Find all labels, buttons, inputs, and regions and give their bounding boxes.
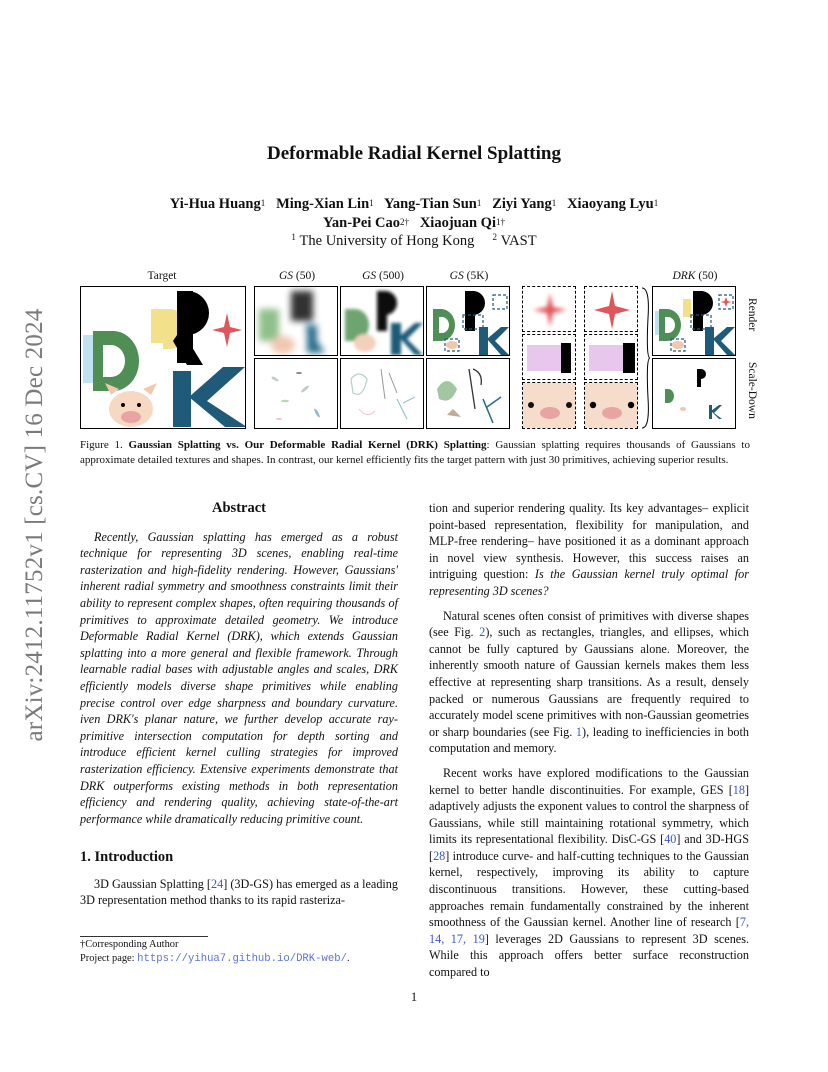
zoom-inset-star-gs <box>522 286 576 332</box>
right-paragraph-3: Recent works have explored modifications to the Gaussian kernel to better handle discontinuities. For example, GES [18] adaptively adjusts the exponent values to control the sharpness of Gaussians, while still maintaining rotational symmetry, which limits its representational flexibility. DisC-GS [40] and 3D-HGS [28] introduce curve- and half-cutting techniques to the Gaussian kernel, respectively, improving its ability to capture discontinuous transitions. However, these cutting-based approaches remain fundamentally constrained by the inherent smoothness of the Gaussian kernel. Another line of research [7, 14, 17, 19] leverages 2D Gaussians to represent 3D scenes. While this approach offers better surface reconstruction compared to <box>429 765 749 980</box>
figure-caption: Figure 1. Gaussian Splatting vs. Our Deformable Radial Kernel (DRK) Splatting: Gaussian splatting requires thousands of Gaussians to approximate detailed textures and shapes. In contrast, our kernel efficiently fits the target pattern with just 30 primitives, achieving superior results. <box>80 439 750 466</box>
gs500-render <box>340 286 424 356</box>
gs5k-render <box>426 286 510 356</box>
citation-link[interactable]: 24 <box>211 876 224 891</box>
project-page-note: Project page: https://yihua7.github.io/DRK-web/. <box>80 952 350 965</box>
zoom-inset-pig-drk <box>584 382 638 429</box>
col-label-drk50: DRK (50) <box>672 270 718 282</box>
abstract-text: Recently, Gaussian splatting has emerged as a robust technique for representing 3D scenes, enabling real-time rasterization and high-fidelity rendering. However, Gaussians' inherent radial symmetry and smoothness constraints limit their ability to represent complex shapes, often requiring thousands of primitives to approximate detailed geometry. We introduce Deformable Radial Kernel (DRK), which extends Gaussian splatting into a more general and flexible framework. Through learnable radial bases with adjustable angles and scales, DRK efficiently models diverse shape primitives while enabling precise control over edge sharpness and boundary curvature. iven DRK's planar nature, we further develop accurate ray-primitive intersection computation for depth sorting and introduce efficient kernel culling strategies for improved rasterization efficiency. Extensive experiments demonstrate that DRK outperforms existing methods in both representation efficiency and rendering quality, achieving state-of-the-art performance while dramatically reducing primitive count. <box>80 529 398 826</box>
right-paragraph-2: Natural scenes often consist of primitives with diverse shapes (see Fig. 2), such as rectangles, triangles, and ellipses, which cannot be fully captured by Gaussians alone. Moreover, the inherently smooth nature of Gaussian kernels makes them less effective at representing sharp transitions. As a result, densely packed or numerous Gaussians are frequently required to accurately model scene primitives with non-Gaussian geometries or sharp boundaries (see Fig. 1), leading to inefficiencies in both computation and memory. <box>429 608 749 756</box>
affiliation: VAST <box>500 233 537 249</box>
zoom-inset-pig-gs <box>522 382 576 429</box>
corresponding-author-note: †Corresponding Author <box>80 939 179 950</box>
gs5k-scaledown <box>426 358 510 429</box>
target-image <box>80 286 246 429</box>
drk50-scaledown <box>652 358 736 429</box>
col-label-gs50: GS (50) <box>278 270 316 282</box>
col-label-gs500: GS (500) <box>362 270 404 282</box>
gs50-render <box>254 286 338 356</box>
project-page-link[interactable]: https://yihua7.github.io/DRK-web/ <box>137 952 347 965</box>
author-list <box>0 195 828 233</box>
citation-link[interactable]: 7, 14, 17, 19 <box>429 915 749 946</box>
abstract-heading: Abstract <box>212 500 266 516</box>
gs50-scaledown <box>254 358 338 429</box>
figure-1 <box>78 270 758 432</box>
affiliation: The University of Hong Kong <box>299 233 475 249</box>
bracket-decoration <box>640 286 652 429</box>
row-label-scale-down: Scale-Down <box>746 362 758 419</box>
zoom-inset-bar-gs <box>522 334 576 380</box>
affiliations: $^1$ The University of Hong Kong $^2$ VAST <box>291 232 537 249</box>
author-name: Yang-Tian Sun <box>384 196 477 212</box>
figure-ref-link[interactable]: 2 <box>479 625 486 640</box>
page-number: 1 <box>410 990 418 1004</box>
citation-link[interactable]: 40 <box>664 832 677 847</box>
col-label-gs5k: GS (5K) <box>449 270 489 282</box>
intro-paragraph: 3D Gaussian Splatting [24] (3D-GS) has emerged as a leading 3D representation method thanks to its rapid rasteriza- <box>80 876 398 908</box>
drk50-render <box>652 286 736 356</box>
right-column <box>429 500 749 981</box>
introduction-heading: 1. Introduction <box>80 849 174 866</box>
paper-title: Deformable Radial Kernel Splatting <box>267 143 561 164</box>
author-name: Xiaoyang Lyu <box>567 196 654 212</box>
author-name: Ziyi Yang <box>492 196 552 212</box>
author-name: Xiaojuan Qi <box>419 215 496 231</box>
author-name: Yi-Hua Huang <box>169 196 261 212</box>
left-column <box>80 500 398 909</box>
footnote-rule <box>80 936 208 937</box>
author-name: Ming-Xian Lin <box>276 196 370 212</box>
arxiv-identifier: arXiv:2412.11752v1 [cs.CV] 16 Dec 2024 <box>21 308 48 742</box>
author-name: Yan-Pei Cao <box>323 215 400 231</box>
citation-link[interactable]: 18 <box>732 782 745 797</box>
zoom-inset-star-drk <box>584 286 638 332</box>
row-label-render: Render <box>746 298 758 332</box>
col-label-target: Target <box>147 270 177 282</box>
author-line-1: Yi-Hua Huang$^1$ Ming-Xian Lin$^1$ Yang-Tian Sun$^1$ Ziyi Yang$^1$ Xiaoyang Lyu$^1$ <box>169 196 659 212</box>
author-line-2: Yan-Pei Cao$^{2\dagger}$ Xiaojuan $Qi^{1\dagger}$ <box>323 215 505 231</box>
right-paragraph-1: tion and superior rendering quality. Its key advantages– explicit point-based representation, flexibility for manipulation, and MLP-free rendering– have positioned it as a dominant approach in novel view synthesis. However, this success raises an intriguing question: Is the Gaussian kernel truly optimal for representing 3D scenes? <box>429 501 749 598</box>
citation-link[interactable]: 28 <box>433 848 446 863</box>
zoom-inset-bar-drk <box>584 334 638 380</box>
footnote <box>80 938 410 966</box>
figure-ref-link[interactable]: 1 <box>575 724 583 739</box>
gs500-scaledown <box>340 358 424 429</box>
